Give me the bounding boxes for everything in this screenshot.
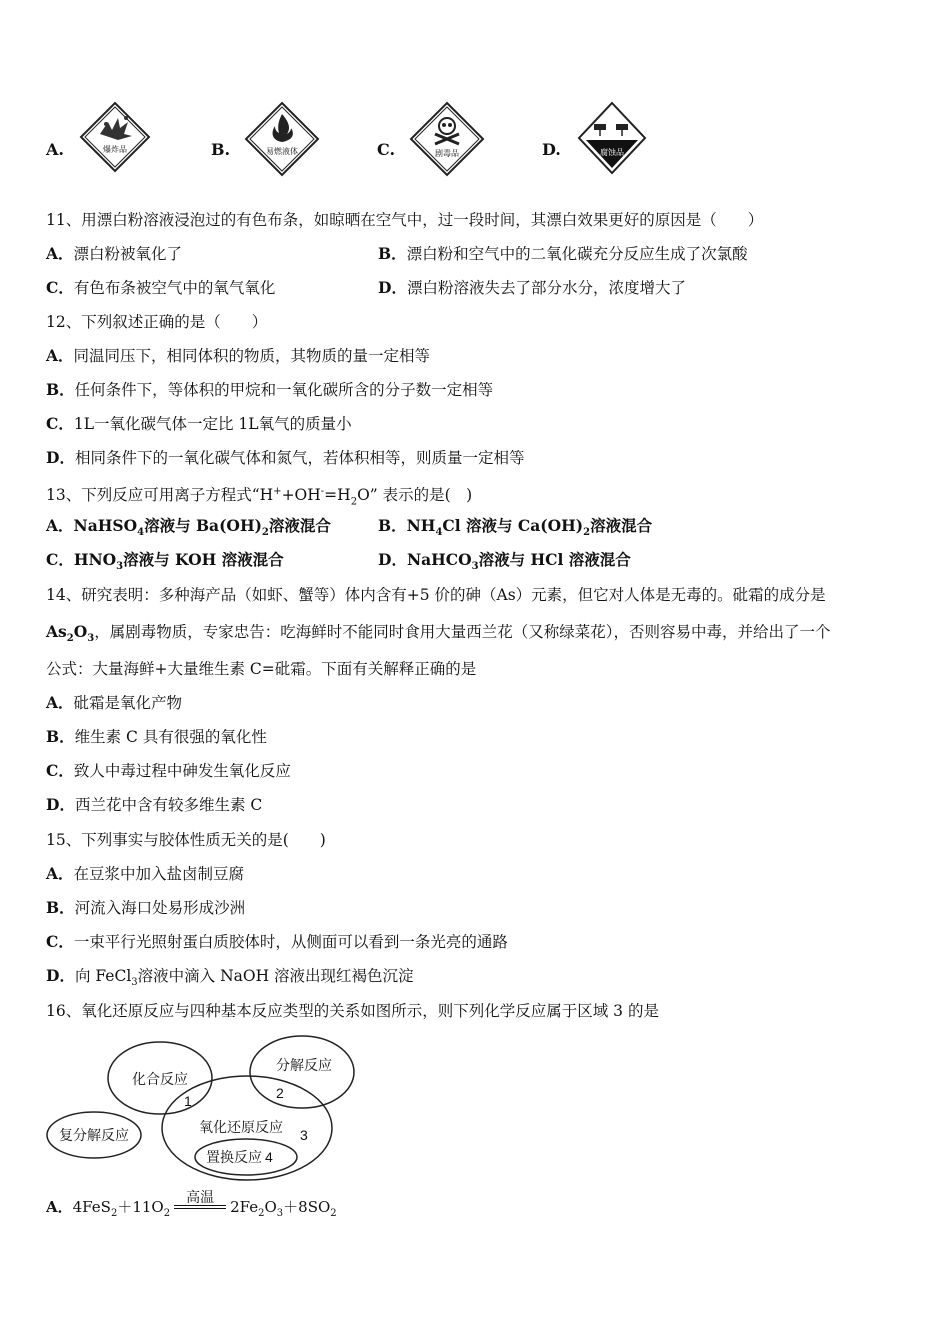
sign-option-d-letter: D. (542, 140, 561, 159)
flammable-liquid-sign-icon (243, 100, 321, 178)
q15-option-a: A．在豆浆中加入盐卤制豆腐 (46, 864, 245, 883)
q11-option-a: A．漂白粉被氧化了 (46, 244, 183, 263)
q14-option-d: D．西兰花中含有较多维生素 C (46, 795, 263, 814)
reaction-condition: 高温 (174, 1207, 226, 1209)
q12-option-c: C．1L一氧化碳气体一定比 1L氧气的质量小 (46, 414, 352, 433)
q12-option-b: B．任何条件下，等体积的甲烷和一氧化碳所含的分子数一定相等 (46, 380, 494, 399)
region-4-label: 4 (265, 1149, 273, 1165)
q11-option-d: D．漂白粉溶液失去了部分水分，浓度增大了 (378, 278, 686, 297)
sign-option-b-letter: B. (211, 140, 231, 159)
q16-stem: 16、氧化还原反应与四种基本反应类型的关系如图所示，则下列化学反应属于区域 3 的是 (46, 1002, 659, 1020)
double-decomposition-label: 复分解反应 (59, 1127, 129, 1143)
q14-option-a: A．砒霜是氧化产物 (46, 693, 183, 712)
q15-option-d: D．向 FeCl$_3$溶液中滴入 NaOH 溶液出现红褐色沉淀 (46, 966, 414, 989)
sign-option-c-letter: C. (377, 140, 396, 159)
q15-stem: 15、下列事实与胶体性质无关的是( ) (46, 831, 326, 849)
q16-option-a: A．$4FeS_2+11O_2$ 高温 $2Fe_2O_3+8SO_2$ (46, 1190, 337, 1219)
q15-option-c: C．一束平行光照射蛋白质胶体时，从侧面可以看到一条光亮的通路 (46, 932, 508, 951)
flammable-sign-label: 易燃液体 (266, 147, 298, 156)
q13-stem: 13、下列反应可用离子方程式“$H^++OH^-=H_2O$” 表示的是( ) (46, 486, 473, 508)
q14-stem-line3: 公式：大量海鲜+大量维生素 C=砒霜。下面有关解释正确的是 (46, 660, 477, 678)
toxic-sign-icon (408, 100, 486, 178)
q13-option-b: B．$NH_4Cl$ 溶液与 $Ca(OH)_2$溶液混合 (378, 516, 653, 539)
q13-option-a: A．NaHSO$_4$溶液与 $Ba(OH)_2$溶液混合 (46, 516, 331, 539)
q11-option-c: C．有色布条被空气中的氧气氧化 (46, 278, 276, 297)
corrosive-sign-icon (576, 100, 648, 176)
q12-option-a: A．同温同压下，相同体积的物质，其物质的量一定相等 (46, 346, 431, 365)
redox-reaction-label: 氧化还原反应 (199, 1119, 283, 1135)
region-1-label: 1 (184, 1093, 192, 1109)
region-2-label: 2 (276, 1085, 284, 1101)
q13-option-c: C．$HNO_3$溶液与 KOH 溶液混合 (46, 550, 284, 573)
explosive-sign-label: 爆炸品 (103, 145, 127, 154)
toxic-sign-label: 剧毒品 (435, 149, 459, 158)
q12-stem: 12、下列叙述正确的是（ ） (46, 313, 268, 331)
replacement-reaction-label: 置换反应 (206, 1149, 262, 1165)
q13-option-d: D．NaHCO$_3$溶液与 HCl 溶液混合 (378, 550, 631, 573)
q14-stem-line1: 14、研究表明：多种海产品（如虾、蟹等）体内含有+5 价的砷（As）元素，但它对人体是无毒的。砒霜的成分是 (46, 586, 826, 604)
hazard-signs-row (0, 100, 950, 190)
combination-reaction-label: 化合反应 (132, 1071, 188, 1087)
corrosive-sign-label: 腐蚀品 (600, 148, 624, 157)
q12-option-d: D．相同条件下的一氧化碳气体和氮气，若体积相等，则质量一定相等 (46, 448, 525, 467)
q14-option-c: C．致人中毒过程中砷发生氧化反应 (46, 761, 291, 780)
q11-option-b: B．漂白粉和空气中的二氧化碳充分反应生成了次氯酸 (378, 244, 748, 263)
explosive-sign-icon (78, 100, 152, 174)
region-3-label: 3 (300, 1127, 308, 1143)
reaction-types-venn-diagram (44, 1032, 364, 1182)
decomposition-reaction-label: 分解反应 (276, 1057, 332, 1073)
q14-option-b: B．维生素 C 具有很强的氧化性 (46, 727, 267, 746)
q14-stem-line2: $As_2O_3$，属剧毒物质，专家忠告：吃海鲜时不能同时食用大量西兰花（又称绿菜花），否则容易中毒，并给出了一个 (46, 622, 831, 645)
sign-option-a-letter: A. (46, 140, 64, 159)
q15-option-b: B．河流入海口处易形成沙洲 (46, 898, 246, 917)
q11-stem: 11、用漂白粉溶液浸泡过的有色布条，如晾晒在空气中，过一段时间，其漂白效果更好的原因是（ ） (46, 211, 764, 229)
